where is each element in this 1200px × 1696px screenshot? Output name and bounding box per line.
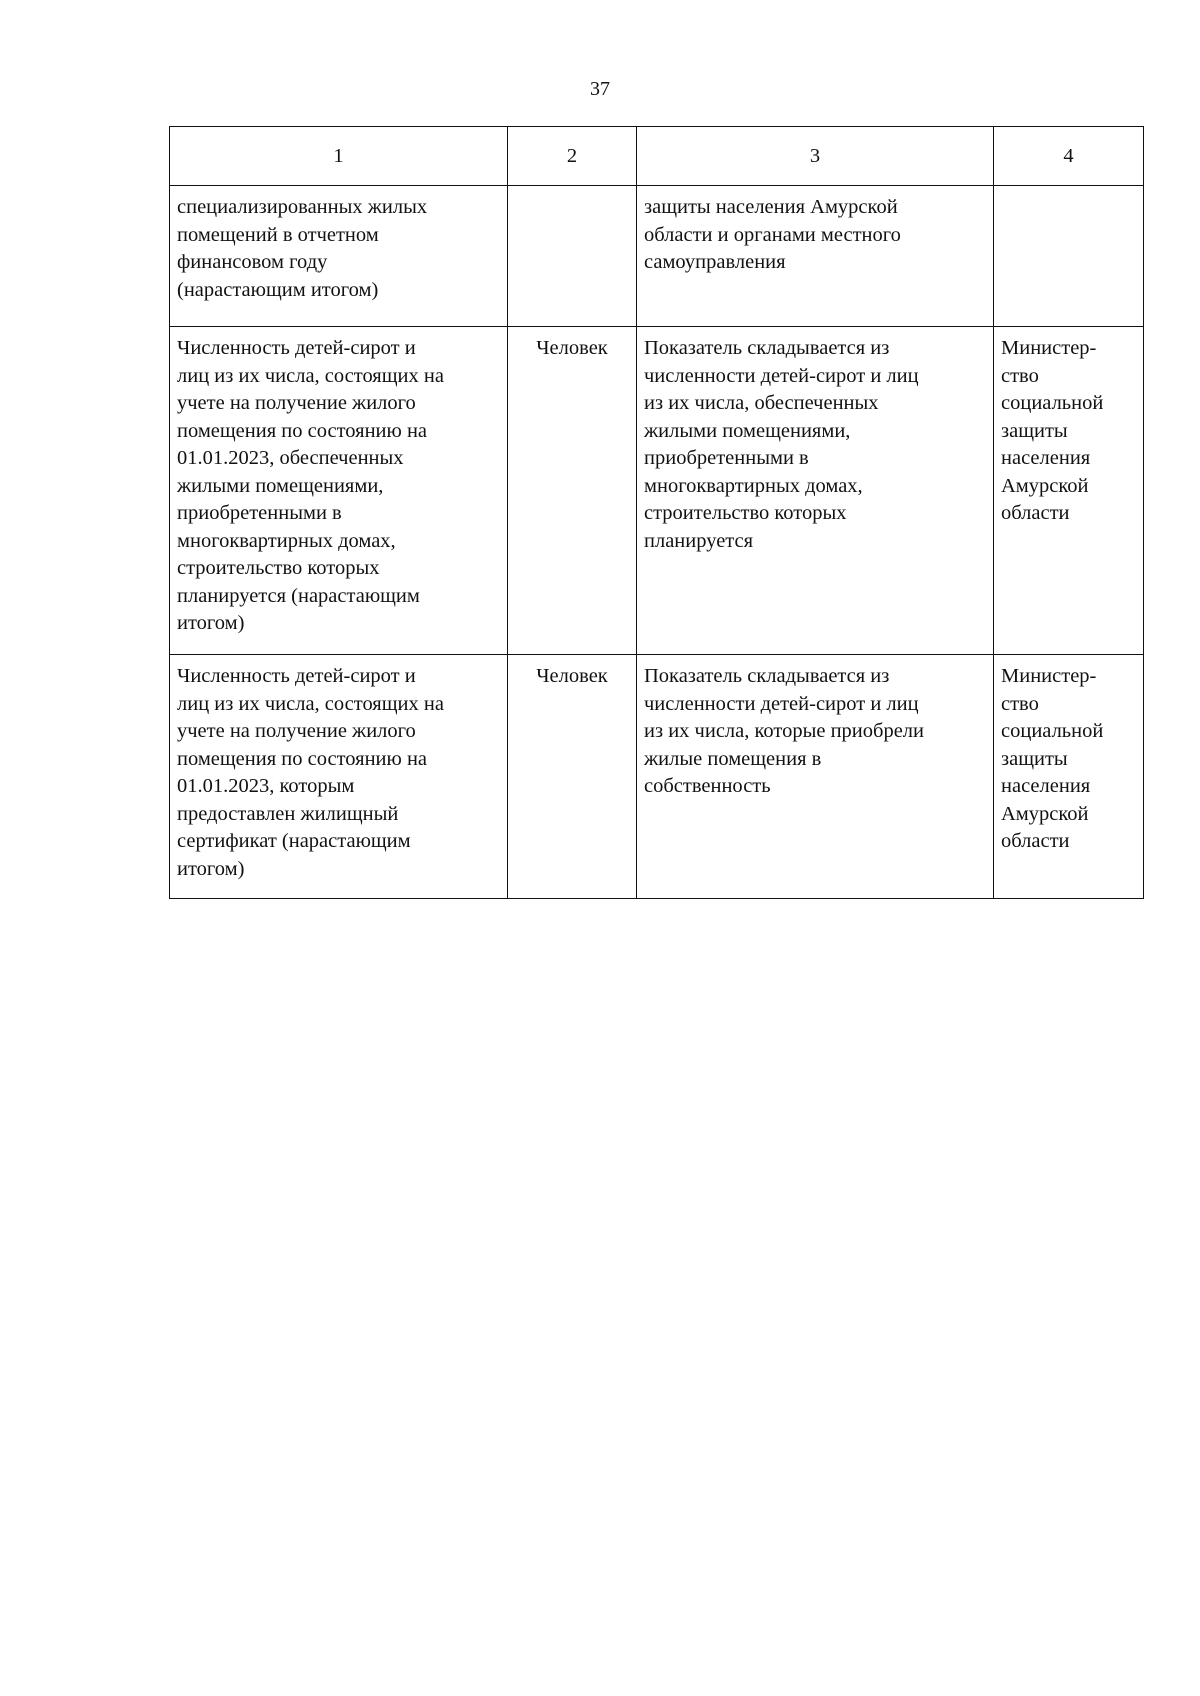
header-cell-1: 1 [170, 127, 508, 186]
indicator-cell: специализированных жилых помещений в отчетном финансовом году (нарастающим итогом) [170, 186, 508, 327]
table-row [170, 655, 1144, 899]
table-row [170, 186, 1144, 327]
unit-cell: Человек [508, 655, 637, 899]
unit-cell: Человек [508, 327, 637, 655]
responsible-cell: Министер- ство социальной защиты населения Амурской области [994, 655, 1144, 899]
header-cell-2: 2 [508, 127, 637, 186]
header-cell-3: 3 [637, 127, 994, 186]
table-header-row [170, 127, 1144, 186]
responsible-cell [994, 186, 1144, 327]
header-cell-4: 4 [994, 127, 1144, 186]
table-row [170, 327, 1144, 655]
unit-cell [508, 186, 637, 327]
method-cell: Показатель складывается из численности детей-сирот и лиц из их числа, которые приобрели жилые помещения в собственность [637, 655, 994, 899]
indicators-table [169, 126, 1144, 899]
page-number: 37 [590, 78, 610, 100]
indicator-cell: Численность детей-сирот и лиц из их числа, состоящих на учете на получение жилого помещения по состоянию на 01.01.2023, обеспеченных жилыми помещениями, приобретенными в многоквартирных домах, строительство которых планируется (нарастающим итогом) [170, 327, 508, 655]
method-cell: Показатель складывается из численности детей-сирот и лиц из их числа, обеспеченных жилыми помещениями, приобретенными в многоквартирных домах, строительство которых планируется [637, 327, 994, 655]
responsible-cell: Министер- ство социальной защиты населения Амурской области [994, 327, 1144, 655]
indicator-cell: Численность детей-сирот и лиц из их числа, состоящих на учете на получение жилого помещения по состоянию на 01.01.2023, которым предоставлен жилищный сертификат (нарастающим итогом) [170, 655, 508, 899]
method-cell: защиты населения Амурской области и органами местного самоуправления [637, 186, 994, 327]
